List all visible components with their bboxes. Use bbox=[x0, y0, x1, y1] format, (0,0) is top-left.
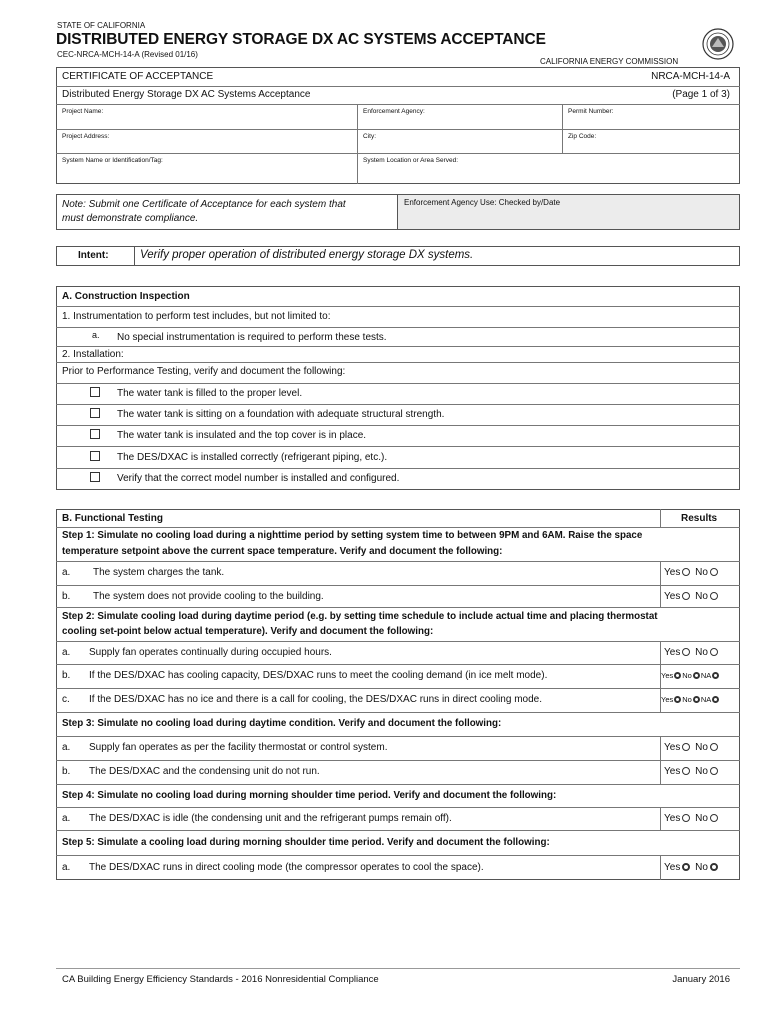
step3-a-text: Supply fan operates as per the facility thermostat or control system. bbox=[89, 742, 388, 753]
step3-heading: Step 3: Simulate no cooling load during daytime condition. Verify and document the following: bbox=[62, 718, 502, 729]
step1-a-text: The system charges the tank. bbox=[93, 567, 225, 578]
state-label: STATE OF CALIFORNIA bbox=[57, 21, 146, 30]
check-tank-insulated[interactable] bbox=[90, 429, 100, 439]
check-des-installed[interactable] bbox=[90, 451, 100, 461]
system-location-field[interactable]: System Location or Area Served: bbox=[363, 157, 459, 164]
prior-to-testing: Prior to Performance Testing, verify and document the following: bbox=[62, 366, 346, 377]
step1-b-yes-radio[interactable] bbox=[682, 592, 690, 600]
certificate-label: CERTIFICATE OF ACCEPTANCE bbox=[62, 71, 214, 82]
step3-a-label: a. bbox=[62, 742, 71, 753]
yes-label: Yes bbox=[664, 647, 681, 658]
step2-a-no-radio[interactable] bbox=[710, 648, 718, 656]
step3-b-no-radio[interactable] bbox=[710, 767, 718, 775]
form-title: DISTRIBUTED ENERGY STORAGE DX AC SYSTEMS ACCEPTANCE bbox=[56, 31, 546, 48]
yes-label: Yes bbox=[664, 742, 681, 753]
step3-b-results bbox=[664, 766, 720, 777]
step3-b-text: The DES/DXAC and the condensing unit do not run. bbox=[89, 766, 320, 777]
step1-a-yes-radio[interactable] bbox=[682, 568, 690, 576]
step3-a-yes-radio[interactable] bbox=[682, 743, 690, 751]
step2-b-label: b. bbox=[62, 670, 71, 681]
instrumentation-item: 1. Instrumentation to perform test includes, but not limited to: bbox=[62, 311, 331, 322]
step2-a-yes-radio[interactable] bbox=[682, 648, 690, 656]
installation-item: 2. Installation: bbox=[62, 349, 124, 360]
step2-c-text: If the DES/DXAC has no ice and there is a call for cooling, the DES/DXAC runs in direct cooling mode. bbox=[89, 694, 542, 705]
yes-label: Yes bbox=[664, 567, 681, 578]
step4-a-results bbox=[664, 813, 720, 824]
item-1a-label: a. bbox=[92, 330, 100, 340]
step5-a-yes-radio[interactable] bbox=[682, 863, 690, 871]
yes-label: Yes bbox=[664, 766, 681, 777]
energy-commission-seal-icon bbox=[702, 28, 734, 60]
step2-a-label: a. bbox=[62, 647, 71, 658]
certificate-code: NRCA-MCH-14-A bbox=[651, 71, 730, 82]
step2-heading-line2: cooling set-point below actual temperature). Verify and document the following: bbox=[62, 626, 434, 637]
step1-a-results bbox=[664, 567, 720, 578]
step2-b-no-radio[interactable] bbox=[693, 672, 700, 679]
step1-b-no-radio[interactable] bbox=[710, 592, 718, 600]
no-label: No bbox=[695, 813, 708, 824]
step2-b-text: If the DES/DXAC has cooling capacity, DES/DXAC runs to meet the cooling demand (in ice melt mode). bbox=[89, 670, 548, 681]
step2-c-na-radio[interactable] bbox=[712, 696, 719, 703]
step4-a-label: a. bbox=[62, 813, 71, 824]
intent-text: Verify proper operation of distributed energy storage DX systems. bbox=[140, 249, 474, 261]
footer-standards: CA Building Energy Efficiency Standards - 2016 Nonresidential Compliance bbox=[62, 974, 379, 985]
certificate-subtitle: Distributed Energy Storage DX AC Systems Acceptance bbox=[62, 89, 311, 100]
enforcement-agency-field[interactable]: Enforcement Agency: bbox=[363, 108, 425, 115]
section-b-title: B. Functional Testing bbox=[62, 513, 163, 524]
yes-label: Yes bbox=[661, 695, 674, 704]
yes-label: Yes bbox=[661, 671, 674, 680]
no-label: No bbox=[695, 591, 708, 602]
check-model-number[interactable] bbox=[90, 472, 100, 482]
zip-code-field[interactable]: Zip Code: bbox=[568, 133, 597, 140]
yes-label: Yes bbox=[664, 813, 681, 824]
step1-heading-line1: Step 1: Simulate no cooling load during a nighttime period by setting system time to between 9PM and 6AM. Raise the space bbox=[62, 530, 643, 541]
page-indicator: (Page 1 of 3) bbox=[672, 89, 730, 100]
section-a-title: A. Construction Inspection bbox=[62, 291, 190, 302]
step2-heading-line1: Step 2: Simulate cooling load during daytime period (e.g. by setting time schedule to include actual time and placing thermostat bbox=[62, 611, 658, 622]
step1-b-text: The system does not provide cooling to the building. bbox=[93, 591, 324, 602]
check-label: The water tank is sitting on a foundation with adequate structural strength. bbox=[117, 409, 445, 420]
agency-name: CALIFORNIA ENERGY COMMISSION bbox=[540, 57, 679, 66]
step2-b-results bbox=[661, 671, 720, 680]
no-label: No bbox=[682, 695, 692, 704]
step3-a-no-radio[interactable] bbox=[710, 743, 718, 751]
step2-c-label: c. bbox=[62, 694, 70, 705]
step1-b-results bbox=[664, 591, 720, 602]
step4-a-no-radio[interactable] bbox=[710, 814, 718, 822]
step2-c-yes-radio[interactable] bbox=[674, 696, 681, 703]
project-address-field[interactable]: Project Address: bbox=[62, 133, 110, 140]
step4-a-yes-radio[interactable] bbox=[682, 814, 690, 822]
step4-a-text: The DES/DXAC is idle (the condensing unit and the refrigerant pumps remain off). bbox=[89, 813, 452, 824]
enforcement-use-label: Enforcement Agency Use: Checked by/Date bbox=[404, 198, 561, 207]
no-label: No bbox=[695, 766, 708, 777]
permit-number-field[interactable]: Permit Number: bbox=[568, 108, 614, 115]
step3-a-results bbox=[664, 742, 720, 753]
step3-b-yes-radio[interactable] bbox=[682, 767, 690, 775]
step2-c-no-radio[interactable] bbox=[693, 696, 700, 703]
system-name-field[interactable]: System Name or Identification/Tag: bbox=[62, 157, 163, 164]
step5-a-results bbox=[664, 862, 720, 873]
no-label: No bbox=[695, 742, 708, 753]
step1-a-label: a. bbox=[62, 567, 71, 578]
yes-label: Yes bbox=[664, 591, 681, 602]
step1-b-label: b. bbox=[62, 591, 71, 602]
step3-b-label: b. bbox=[62, 766, 71, 777]
item-1a-text: No special instrumentation is required to perform these tests. bbox=[117, 332, 387, 343]
step5-a-no-radio[interactable] bbox=[710, 863, 718, 871]
step2-a-text: Supply fan operates continually during occupied hours. bbox=[89, 647, 332, 658]
footer-date: January 2016 bbox=[672, 974, 730, 985]
form-code: CEC-NRCA-MCH-14-A (Revised 01/16) bbox=[57, 50, 198, 59]
step2-a-results bbox=[664, 647, 720, 658]
no-label: No bbox=[682, 671, 692, 680]
step2-b-na-radio[interactable] bbox=[712, 672, 719, 679]
na-label: NA bbox=[700, 671, 712, 680]
step2-c-results bbox=[661, 695, 720, 704]
step1-heading-line2: temperature setpoint above the current space temperature. Verify and document the following: bbox=[62, 546, 503, 557]
yes-label: Yes bbox=[664, 862, 681, 873]
no-label: No bbox=[695, 567, 708, 578]
step5-a-label: a. bbox=[62, 862, 71, 873]
check-label: Verify that the correct model number is installed and configured. bbox=[117, 473, 400, 484]
step4-heading: Step 4: Simulate no cooling load during morning shoulder time period. Verify and document the following: bbox=[62, 790, 557, 801]
step5-heading: Step 5: Simulate a cooling load during morning shoulder time period. Verify and document the following: bbox=[62, 837, 550, 848]
check-label: The DES/DXAC is installed correctly (refrigerant piping, etc.). bbox=[117, 452, 388, 463]
certificate-box bbox=[56, 67, 740, 184]
note-line1: Note: Submit one Certificate of Acceptance for each system that bbox=[62, 199, 346, 210]
check-tank-filled[interactable] bbox=[90, 387, 100, 397]
check-label: The water tank is filled to the proper level. bbox=[117, 388, 303, 399]
project-name-field[interactable]: Project Name: bbox=[62, 108, 104, 115]
check-tank-foundation[interactable] bbox=[90, 408, 100, 418]
step2-b-yes-radio[interactable] bbox=[674, 672, 681, 679]
intent-label: Intent: bbox=[78, 250, 109, 261]
note-line2: must demonstrate compliance. bbox=[62, 213, 199, 224]
na-label: NA bbox=[700, 695, 712, 704]
step1-a-no-radio[interactable] bbox=[710, 568, 718, 576]
city-field[interactable]: City: bbox=[363, 133, 376, 140]
check-label: The water tank is insulated and the top cover is in place. bbox=[117, 430, 367, 441]
no-label: No bbox=[695, 862, 708, 873]
step5-a-text: The DES/DXAC runs in direct cooling mode (the compressor operates to cool the space). bbox=[89, 862, 484, 873]
results-header: Results bbox=[681, 513, 718, 524]
no-label: No bbox=[695, 647, 708, 658]
